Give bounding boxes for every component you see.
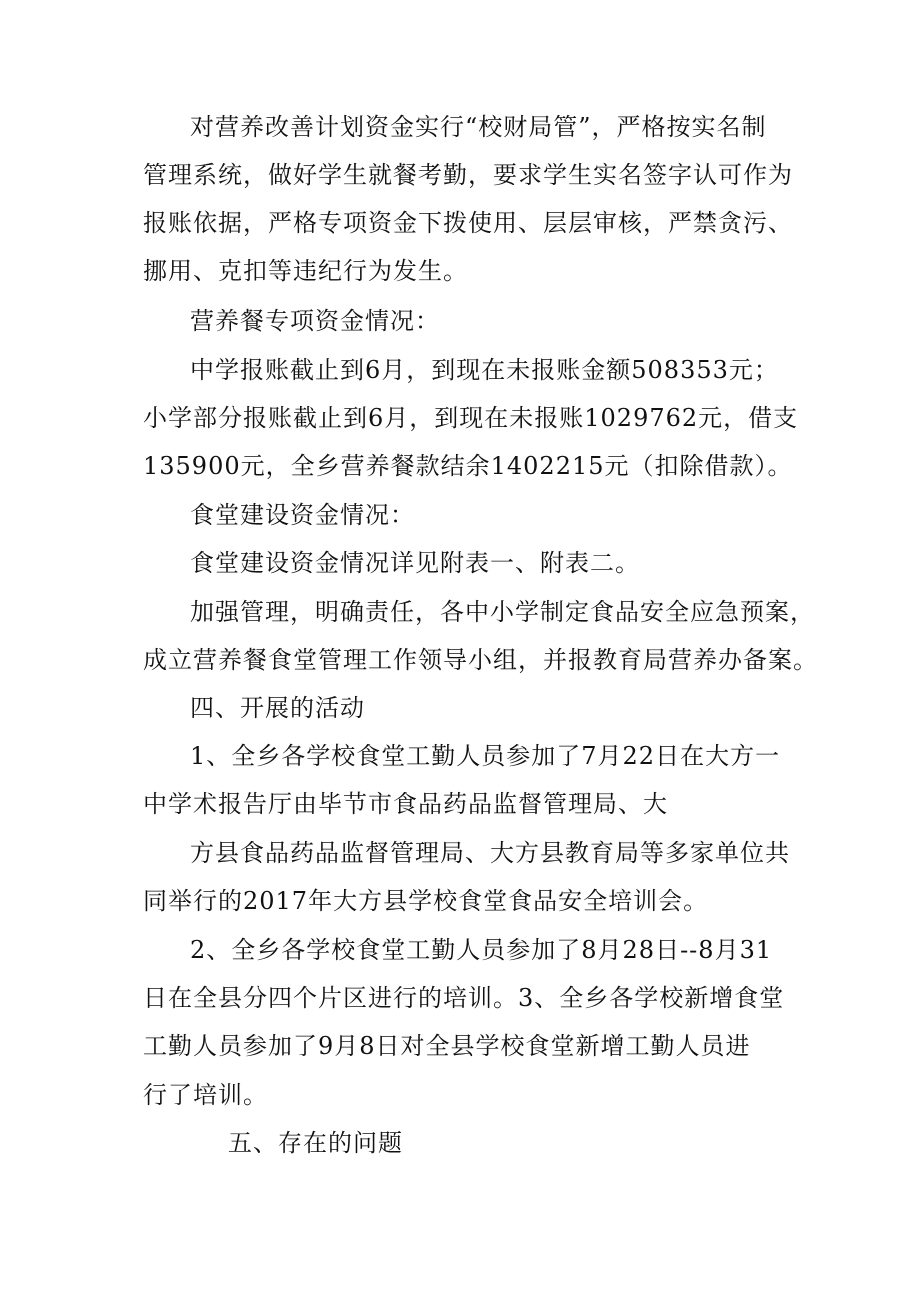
- text-line: 四、开展的活动: [190, 694, 365, 722]
- text-line: 中学报账截止到6月，到现在未报账金额508353元；: [190, 356, 779, 384]
- text-line: 挪用、克扣等违纪行为发生。: [143, 257, 468, 285]
- text-line: 加强管理，明确责任，各中小学制定食品安全应急预案，: [190, 598, 815, 626]
- text-line: 135900元，全乡营养餐款结余1402215元（扣除借款）。: [143, 452, 793, 480]
- text-line: 日在全县分四个片区进行的培训。3、全乡各学校新增食堂: [143, 984, 785, 1012]
- text-line: 食堂建设资金情况详见附表一、附表二。: [190, 549, 640, 577]
- text-line: 方县食品药品监督管理局、大方县教育局等多家单位共: [190, 839, 790, 867]
- text-line: 报账依据，严格专项资金下拨使用、层层审核，严禁贪污、: [143, 209, 793, 237]
- text-line: 对营养改善计划资金实行“校财局管”，严格按实名制: [190, 113, 767, 141]
- text-line: 2、全乡各学校食堂工勤人员参加了8月28日--8月31: [190, 936, 773, 964]
- text-line: 营养餐专项资金情况：: [190, 307, 440, 335]
- text-line: 同举行的2017年大方县学校食堂食品安全培训会。: [143, 887, 709, 915]
- text-line: 工勤人员参加了9月8日对全县学校食堂新增工勤人员进: [143, 1032, 751, 1060]
- text-line: 1、全乡各学校食堂工勤人员参加了7月22日在大方一: [190, 742, 781, 770]
- text-line: 食堂建设资金情况：: [190, 501, 415, 529]
- text-line: 成立营养餐食堂管理工作领导小组，并报教育局营养办备案。: [143, 646, 818, 674]
- text-line: 行了培训。: [143, 1081, 268, 1109]
- section-heading: 五、存在的问题: [228, 1129, 403, 1157]
- text-line: 中学术报告厅由毕节市食品药品监督管理局、大: [143, 790, 668, 818]
- text-line: 小学部分报账截止到6月，到现在未报账1029762元，借支: [143, 404, 799, 432]
- text-line: 管理系统，做好学生就餐考勤，要求学生实名签字认可作为: [143, 161, 793, 189]
